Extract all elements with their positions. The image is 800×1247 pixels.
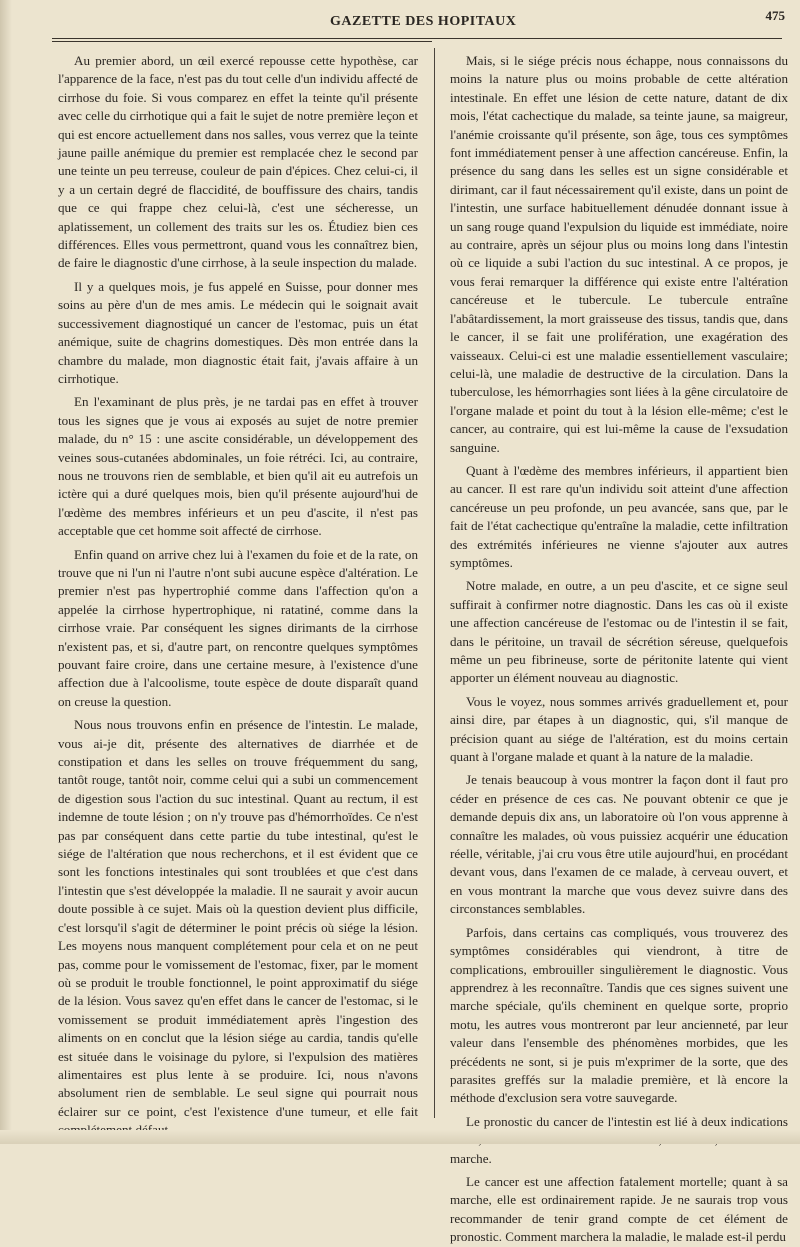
paragraph: En l'examinant de plus près, je ne tardai pas en effet à trouver tous les signes que je vous ai exposés au sujet de notre premier malade, du n° 15 : une ascite considérable, un développement des veines sous-cutanées abdominales, un foie rétréci. Ici, au contraire, nous ne trouvons rien de semblable, et bien qu'il ait eu autrefois un ictère qui a duré quelques mois, bien qu'il présente aujourd'hui de l'œdème des membres inférieurs et un peu d'ascite, il n'est pas acceptable que cet homme soit affecté de cirrhose. bbox=[58, 394, 418, 539]
paragraph: Le cancer est une affection fatalement mortelle; quant à sa marche, elle est ordinairement rapide. Je ne saurais trop vous recommander de tenir grand compte de cet élément de pronostic. Comment marchera la maladie, le malade est-il perdu bbox=[450, 1173, 788, 1245]
paragraph: Mais, si le siége précis nous échappe, nous connaissons du moins la nature plus ou moins probable de cette altération intestinale. En effet une lésion de cette nature, datant de dix mois, l'état cachectique du malade, sa teinte jaune, sa maigreur, l'anémie croissante qu'il présente, son âge, tous ces symptômes font immédiatement penser à une affection cancéreuse. Enfin, la présence du sang dans les selles est un signe considérable et dirimant, car il faut nécessairement qu'il existe, dans un point de l'intestin, une surface habituellement dénudée donnant issue à un sang rouge quand l'expulsion du liquide est immédiate, noire au contraire, après un séjour plus ou moins long dans l'intestin où ce liquide a subi l'action du suc intestinal. A ce propos, je vous ferai remarquer la différence qui existe entre l'altération cancéreuse et le tubercule. Le tubercule entraîne l'abâtardissement, la mort graisseuse des tissus, tandis que, dans le cancer, il se fait une prolifération, une exagération des vaisseaux. Celui-ci est une maladie essentiellement vasculaire; celui-là, une maladie de destructive de la circulation. Dans la tuberculose, les hémorrhagies sont liées à la gêne circulatoire de l'organe malade et point du tout à la lésion elle-même; c'est le cancer, au contraire, qui est lui-même la cause de l'exsudation sanguine. bbox=[450, 53, 788, 455]
page-number: 475 bbox=[765, 8, 785, 23]
column-divider bbox=[434, 48, 435, 1118]
paragraph: Notre malade, en outre, a un peu d'ascite, et ce signe seul suffirait à confirmer notre diagnostic. Dans les cas où il existe une affection cancéreuse de l'estomac ou de l'intestin il se fait, dans le péritoine, un travail de sécrétion séreuse, quelquefois même un peu fibrineuse, sorte de péritonite latente qui vient apporter un élément nouveau au diagnostic. bbox=[450, 578, 788, 686]
header-rule-thin bbox=[52, 41, 432, 42]
paragraph: Parfois, dans certains cas compliqués, vous trouverez des symptômes considérables qui viendront, à titre de complications, embrouiller singulièrement le diagnostic. Vous apprendrez à les reconnaître. Tandis que ces signes suivent une marche spéciale, qu'ils cheminent en quelque sorte, proprio motu, les autres vous montreront par leur ancienneté, par leur valeur dans l'ensemble des phénomènes morbides, que les précédents ne sont, si je puis m'exprimer de la sorte, que des parasites greffés sur la maladie première, et là encore la méthode d'exclusion sera votre sauvegarde. bbox=[450, 924, 788, 1106]
paragraph: Au premier abord, un œil exercé repousse cette hypothèse, car l'apparence de la face, n'est pas du tout celle d'un individu affecté de cirrhose du foie. Si vous comparez en effet la teinte qu'il présente avec celle du cirrhotique qui a fait le sujet de notre première leçon et qui est encore actuellement dans nos salles, vous verrez que la teinte jaune paille anémique du premier est remplacée chez le second par une teinte un peu terreuse, couleur de pain d'épices. Chez celui-ci, il y a un certain degré de flaccidité, de bouffissure des chairs, tandis que ce qui frappe chez celui-là, c'est une sécheresse, un aplatissement, un collement des traits sur les os. Étudiez bien ces différences. Elles vous permettront, quand vous les connaîtrez bien, de faire le diagnostic d'une cirrhose, à la seule inspection du malade. bbox=[58, 53, 418, 271]
right-column bbox=[450, 52, 788, 1247]
paper-edge-shadow bbox=[0, 0, 12, 1144]
paragraph: Quant à l'œdème des membres inférieurs, il appartient bien au cancer. Il est rare qu'un individu soit atteint d'une affection cancéreuse un peu profonde, un peu avancée, sans que, par le fait de l'état cachectique qu'entraîne la maladie, cette infiltration des extrémités inférieures ne vienne s'ajouter aux autres symptômes. bbox=[450, 462, 788, 570]
paragraph: Je tenais beaucoup à vous montrer la façon dont il faut pro céder en présence de ces cas. Ne pouvant obtenir ce que je demande depuis dix ans, un laboratoire où l'on vous apprenne à connaître les malades, où vous puissiez acquérir une éducation réelle, véritable, j'ai cru vous être utile aujourd'hui, en procédant devant vous, dans l'examen de ce malade, à cerveau ouvert, et en vous montrant la marche que vous devez suivre dans des circonstances semblables. bbox=[450, 772, 788, 917]
journal-title: GAZETTE DES HOPITAUX bbox=[330, 14, 517, 29]
left-column bbox=[58, 52, 418, 1140]
paragraph: Nous nous trouvons enfin en présence de l'intestin. Le malade, vous ai-je dit, présente des alternatives de diarrhée et de constipation et dans les selles on trouve fréquemment du sang, tantôt rouge, tantôt noir, comme celui qui a subi un commencement de digestion sous l'action du suc intestinal. Quant au rectum, il est indemne de toute lésion ; on n'y trouve pas d'hémorrhoïdes. Ce n'est pas par conséquent dans cette partie du tube intestinal, qu'est le siége de l'altération que nous recherchons, et il est évident que ce sont les fonctions intestinales qui sont troublées et que c'est dans l'intestin que s'est développée la maladie. Il ne saurait y avoir aucun doute possible à ce sujet. Mais où la question devient plus difficile, c'est lorsqu'il s'agit de déterminer le point précis où siége la lésion. Les moyens nous manquent complétement pour cela et on ne peut pas, comme pour le vomissement de l'estomac, fixer, par le moment où se produit le trouble fonctionnel, le point approximatif du siége de la lésion. Vous savez qu'en effet dans le cancer de l'estomac, si le vomissement se produit immédiatement après l'ingestion des aliments on en conclut que la lésion siége au cardia, tandis qu'elle est située dans le voisinage du pylore, si l'expulsion des matières alimentaires est plus lente à se produire. Ici, nous n'avons absolument rien de semblable. Le seul signe qui pourrait nous éclairer sur ce point, c'est l'existence d'une tumeur, et elle fait bbox=[58, 717, 418, 1119]
paragraph: Il y a quelques mois, je fus appelé en Suisse, pour donner mes soins au père d'un de mes amis. Le médecin qui le soignait avait successivement diagnostiqué un cancer de l'estomac, puis un état anémique, suite de chagrins domestiques. Dès mon entrée dans la chambre du malade, mon diagnostic était fait, j'avais affaire à un cirrhotique. bbox=[58, 278, 418, 386]
paragraph: Enfin quand on arrive chez lui à l'examen du foie et de la rate, on trouve que ni l'un ni l'autre n'ont subi aucune espèce d'altération. Le premier n'est pas hypertrophié comme dans l'affection qu'on a appelée la cirrhose hypertrophique, ni ratatiné, comme dans la cirrhose vraie. Par conséquent les signes dirimants de la cirrhose n'existent pas, et si, d'autre part, on rencontre quelques symptômes pouvant faire croire, dans une certaine mesure, à l'existence d'une affection due à l'alcoolisme, toute espèce de doute disparaît quand on creuse la question. bbox=[58, 546, 418, 709]
paragraph: Le pronostic du cancer de l'intestin est lié à deux indications marche. bbox=[450, 1113, 788, 1166]
header-rule bbox=[52, 38, 782, 39]
paragraph: Vous le voyez, nous sommes arrivés graduellement et, pour ainsi dire, par étapes à un diagnostic, qui, s'il manque de précision quant au siége de l'altération, est du moins certain quant à l'organe malade et quant à la nature de la maladie. bbox=[450, 693, 788, 765]
paper-bottom-edge bbox=[0, 1130, 800, 1144]
